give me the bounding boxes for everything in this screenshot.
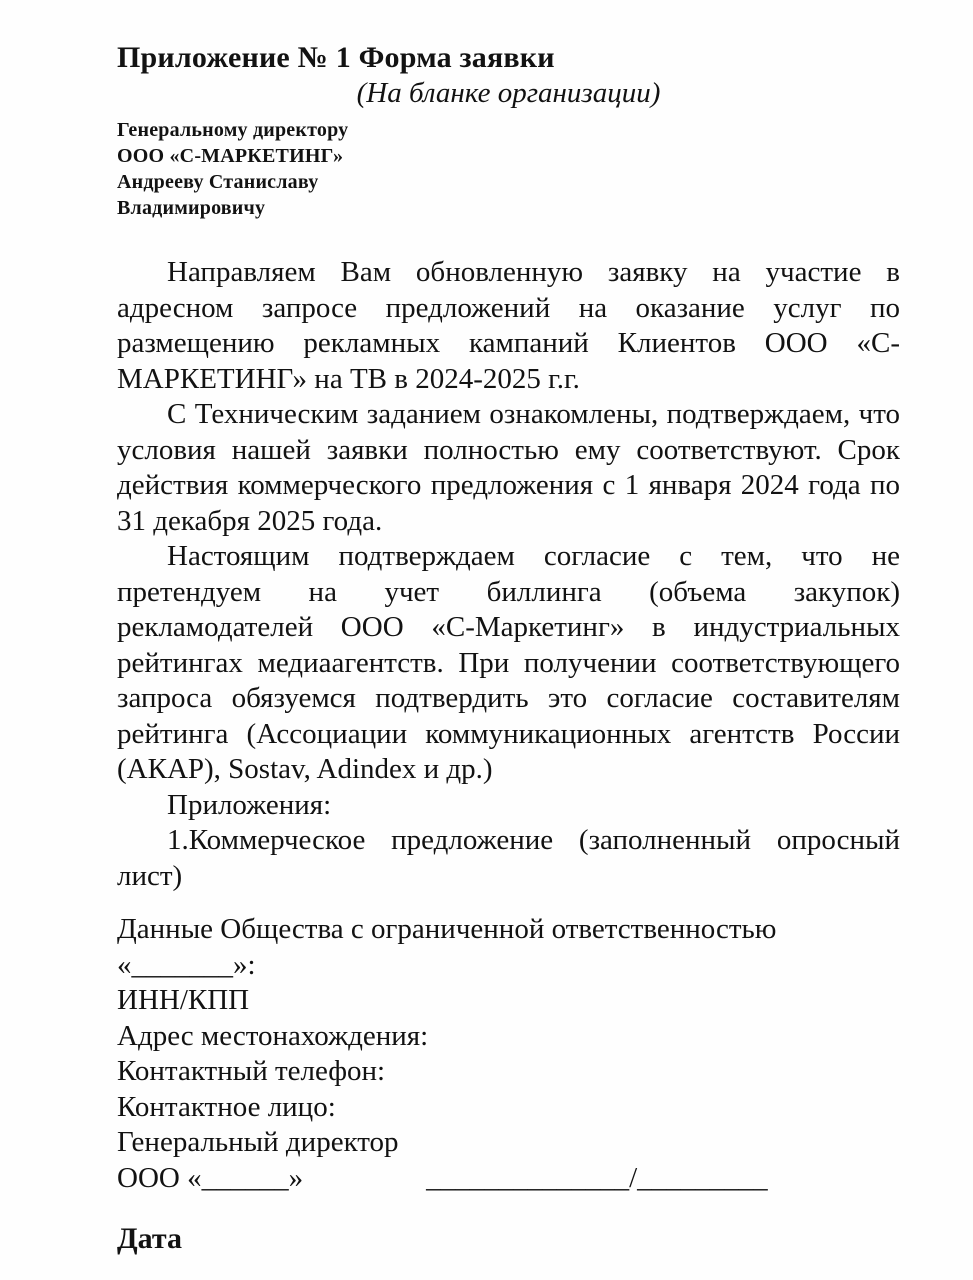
addressee-line-patronymic: Владимировичу <box>117 197 266 219</box>
attachments-label: Приложения: <box>167 788 332 821</box>
addressee-line-company: ООО «С-МАРКЕТИНГ» <box>117 145 344 167</box>
company-details-block <box>117 912 900 1196</box>
details-line-director-title: Генеральный директор <box>117 1126 399 1158</box>
signature-blank: ______________/_________ <box>426 1161 768 1194</box>
signature-row <box>117 1161 900 1197</box>
letter-body <box>117 255 900 894</box>
paragraph-billing-consent: Настоящим подтверждаем согласие с тем, что не претендуем на учет биллинга (объема закупок) рекламодателей ООО «С-Маркетинг» в индустриальных рейтингах медиаагентств. При получении соответствующего запроса обязуемся подтвердить это согласие составителям рейтинга (Ассоциации коммуникационных агентств России (АКАР), Sostav, Adindex и др.) <box>117 540 900 785</box>
date-label: Дата <box>117 1222 182 1255</box>
addressee-line-name: Андрееву Станиславу <box>117 171 319 193</box>
page-title: Приложение № 1 Форма заявки <box>117 41 555 74</box>
attachment-item-commercial-offer: 1.Коммерческое предложение (заполненный опросный лист) <box>117 824 900 892</box>
paragraph-application: Направляем Вам обновленную заявку на участие в адресном запросе предложений на оказание услуг по размещению рекламных кампаний Клиентов ООО «С-МАРКЕТИНГ» на ТВ в 2024-2025 г.г. <box>117 256 900 395</box>
addressee-block <box>117 117 900 221</box>
company-name-blank: «_______»: <box>117 948 256 981</box>
addressee-line-position: Генеральному директору <box>117 119 349 141</box>
details-line-contact-person: Контактное лицо: <box>117 1090 336 1123</box>
details-line-inn-kpp: ИНН/КПП <box>117 984 250 1016</box>
details-line-address: Адрес местонахождения: <box>117 1019 429 1052</box>
details-heading: Данные Общества с ограниченной ответственностью <box>117 913 777 945</box>
paragraph-technical-task: С Техническим заданием ознакомлены, подтверждаем, что условия нашей заявки полностью ему соответствуют. Срок действия коммерческого предложения с 1 января 2024 года по 31 декабря 2025 года. <box>117 398 900 537</box>
letterhead-note: (На бланке организации) <box>356 77 661 109</box>
details-line-phone: Контактный телефон: <box>117 1055 386 1087</box>
company-blank: ООО «______» <box>117 1161 304 1194</box>
